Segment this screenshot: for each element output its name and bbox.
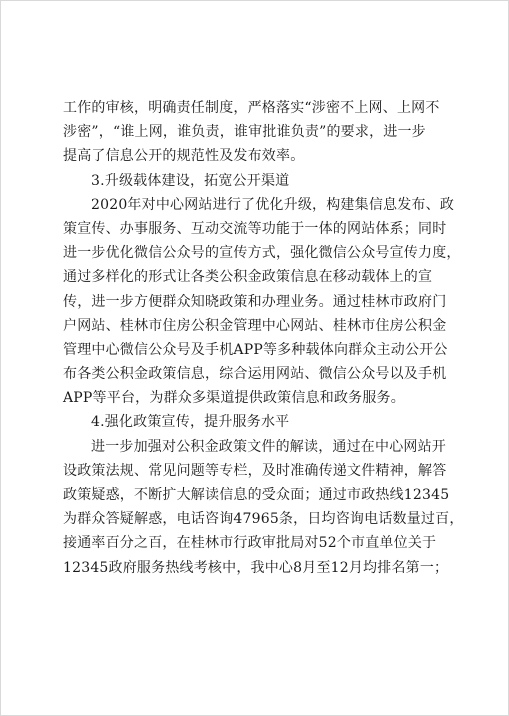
text-line: 工作的审核，明确责任制度，严格落实“涉密不上网、上网不 (63, 100, 440, 116)
text-line: 传，进一步方便群众知晓政策和办理业务。通过桂林市政府门 (63, 293, 447, 310)
text-line: 策宣传、办事服务、互动交流等功能于一体的网站体系；同时 (63, 220, 447, 237)
text-line: 为群众答疑解惑，电话咨询47965条，日均咨询电话数量过百， (63, 511, 464, 528)
text-line: 进一步优化微信公众号的宣传方式，强化微信公众号宣传力度， (63, 245, 461, 262)
section-heading: 3.升级载体建设，拓宽公开渠道 (91, 172, 290, 189)
document-body (63, 96, 463, 580)
text-line: 设政策法规、常见问题等专栏，及时准确传递文件精神，解答 (63, 462, 447, 479)
text-line: 12345政府服务热线考核中，我中心8月至12月均排名第一； (63, 559, 449, 576)
paragraph-first-line: 进一步加强对公积金政策文件的解读，通过在中心网站开 (91, 438, 446, 455)
text-line: 管理中心微信公众号及手机APP等多种载体向群众主动公开公 (63, 341, 448, 358)
text-line: 政策疑惑，不断扩大解读信息的受众面；通过市政热线12345 (63, 487, 450, 503)
text-line: 接通率百分之百，在桂林市行政审批局对52个市直单位关于 (63, 535, 437, 552)
text-line: 户网站、桂林市住房公积金管理中心网站、桂林市住房公积金 (63, 317, 447, 334)
paragraph-first-line: 2020年对中心网站进行了优化升级，构建集信息发布、政 (91, 196, 455, 213)
text-line: APP等平台，为群众多渠道提供政策信息和政务服务。 (63, 390, 405, 407)
section-heading: 4.强化政策宣传，提升服务水平 (91, 414, 290, 431)
text-line: 提高了信息公开的规范性及发布效率。 (63, 148, 305, 165)
text-line: 涉密”，“谁上网，谁负责，谁审批谁负责”的要求，进一步 (63, 124, 426, 141)
text-line: 布各类公积金政策信息，综合运用网站、微信公众号以及手机 (63, 366, 447, 383)
text-line: 通过多样化的形式让各类公积金政策信息在移动载体上的宣 (63, 269, 433, 286)
